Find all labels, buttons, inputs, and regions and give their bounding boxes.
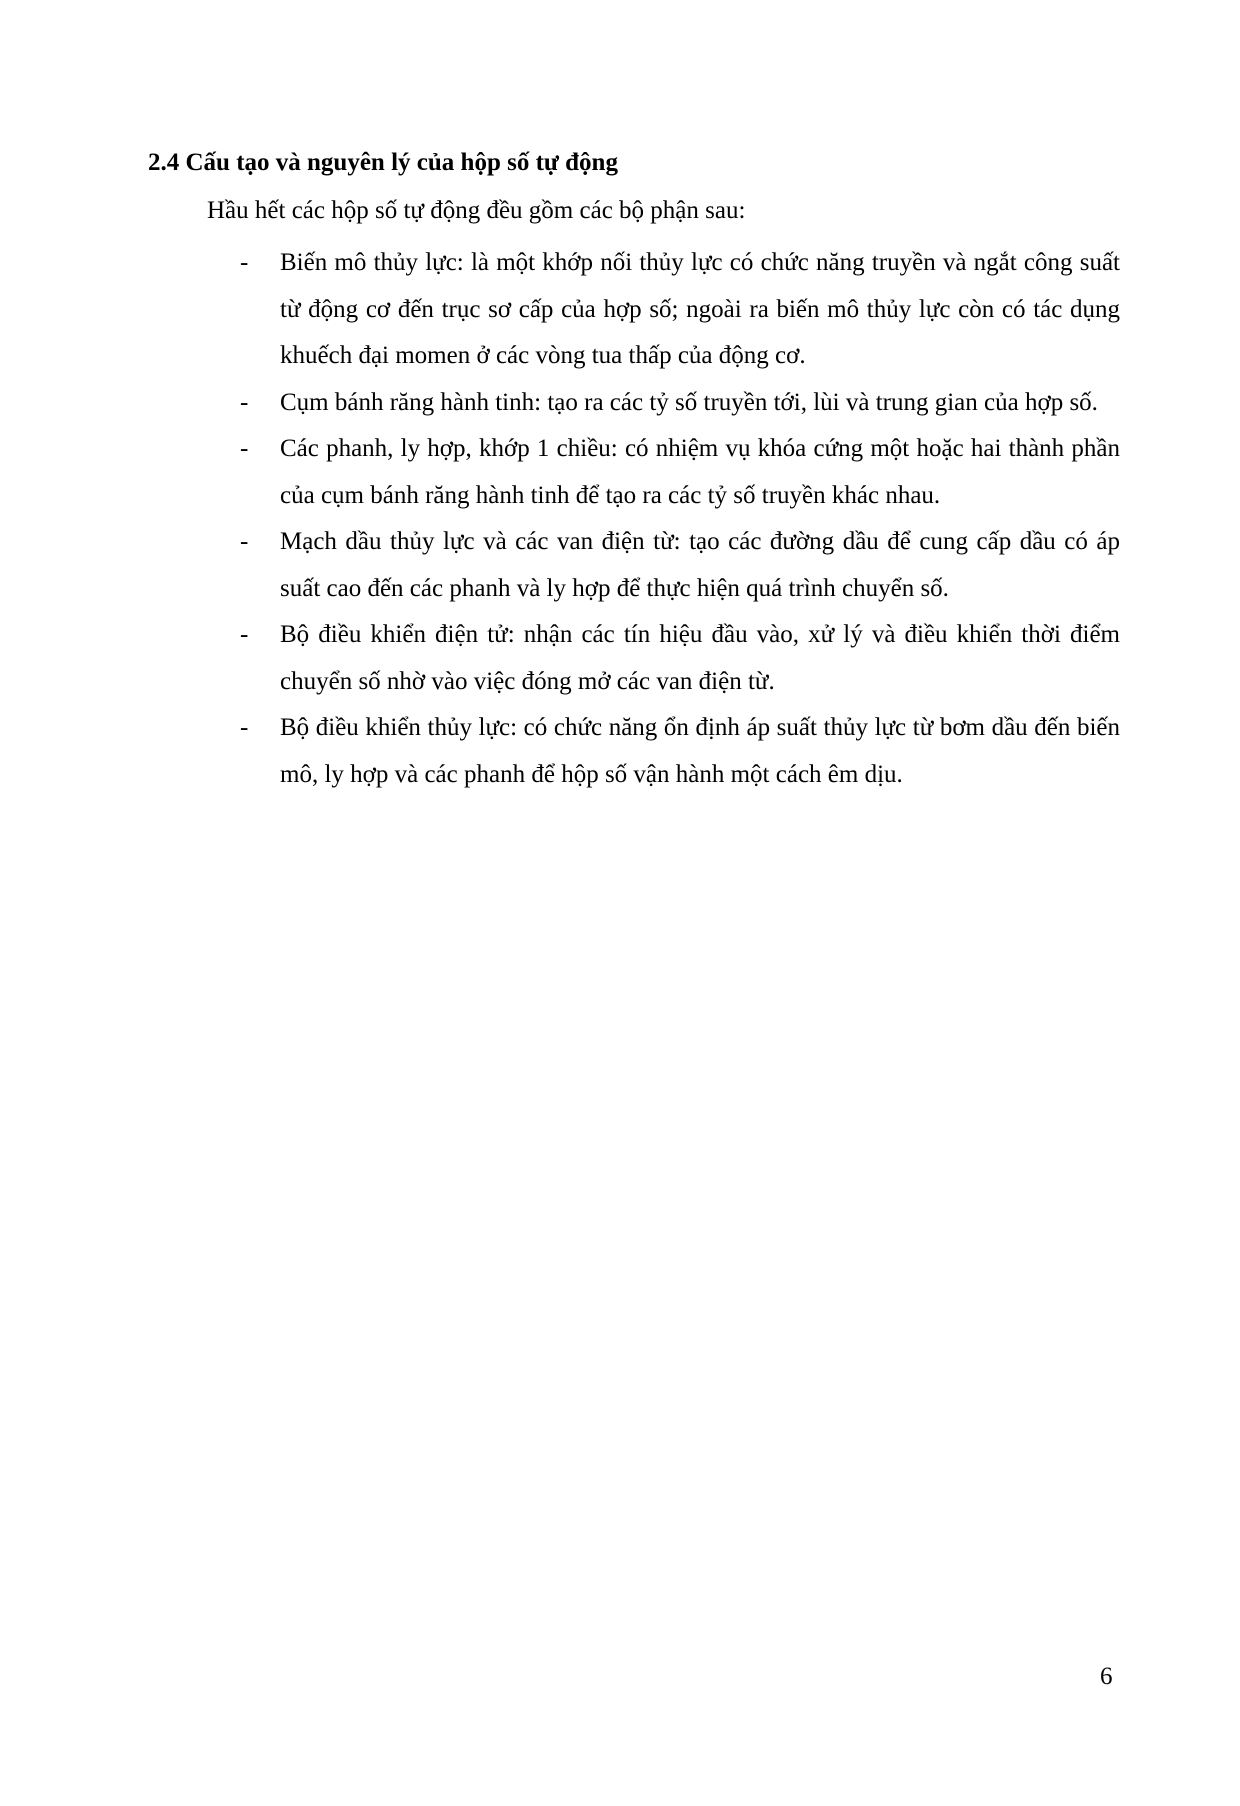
bullet-dash: - bbox=[240, 621, 249, 648]
section-heading: 2.4 Cấu tạo và nguyên lý của hộp số tự động bbox=[148, 149, 618, 176]
bullet-dash: - bbox=[240, 388, 249, 416]
bullet-dash: - bbox=[240, 435, 249, 462]
list-item-text: Bộ điều khiển thủy lực: có chức năng ổn định áp suất thủy lực từ bơm dầu đến biến mô, ly hợp và các phanh để hộp số vận hành một cách êm dịu. bbox=[280, 714, 1120, 788]
bullet-dash: - bbox=[240, 528, 249, 555]
list-item-text: Các phanh, ly hợp, khớp 1 chiều: có nhiệm vụ khóa cứng một hoặc hai thành phần của cụm bánh răng hành tinh để tạo ra các tỷ số truyền khác nhau. bbox=[280, 435, 1120, 509]
list-item bbox=[240, 380, 1120, 427]
bullet-dash: - bbox=[240, 714, 249, 741]
list-item bbox=[240, 240, 1120, 380]
list-item bbox=[240, 705, 1120, 798]
list-item bbox=[240, 519, 1120, 612]
list-item bbox=[240, 612, 1120, 705]
component-list bbox=[240, 240, 1120, 798]
list-item-text: Mạch dầu thủy lực và các van điện từ: tạo các đường dầu để cung cấp dầu có áp suất cao đến các phanh và ly hợp để thực hiện quá trình chuyển số. bbox=[280, 528, 1120, 602]
list-item-text: Biến mô thủy lực: là một khớp nối thủy lực có chức năng truyền và ngắt công suất từ động cơ đến trục sơ cấp của hợp số; ngoài ra biến mô thủy lực còn có tác dụng khuếch đại momen ở các vòng tua thấp của động cơ. bbox=[280, 249, 1120, 369]
page-number: 6 bbox=[1100, 1663, 1113, 1690]
intro-paragraph: Hầu hết các hộp số tự động đều gồm các bộ phận sau: bbox=[207, 197, 746, 224]
list-item-text: Bộ điều khiển điện tử: nhận các tín hiệu đầu vào, xử lý và điều khiển thời điểm chuyển số nhờ vào việc đóng mở các van điện từ. bbox=[280, 621, 1120, 695]
bullet-dash: - bbox=[240, 249, 249, 276]
list-item-text: Cụm bánh răng hành tinh: tạo ra các tỷ số truyền tới, lùi và trung gian của hợp số. bbox=[280, 388, 1098, 416]
list-item bbox=[240, 426, 1120, 519]
